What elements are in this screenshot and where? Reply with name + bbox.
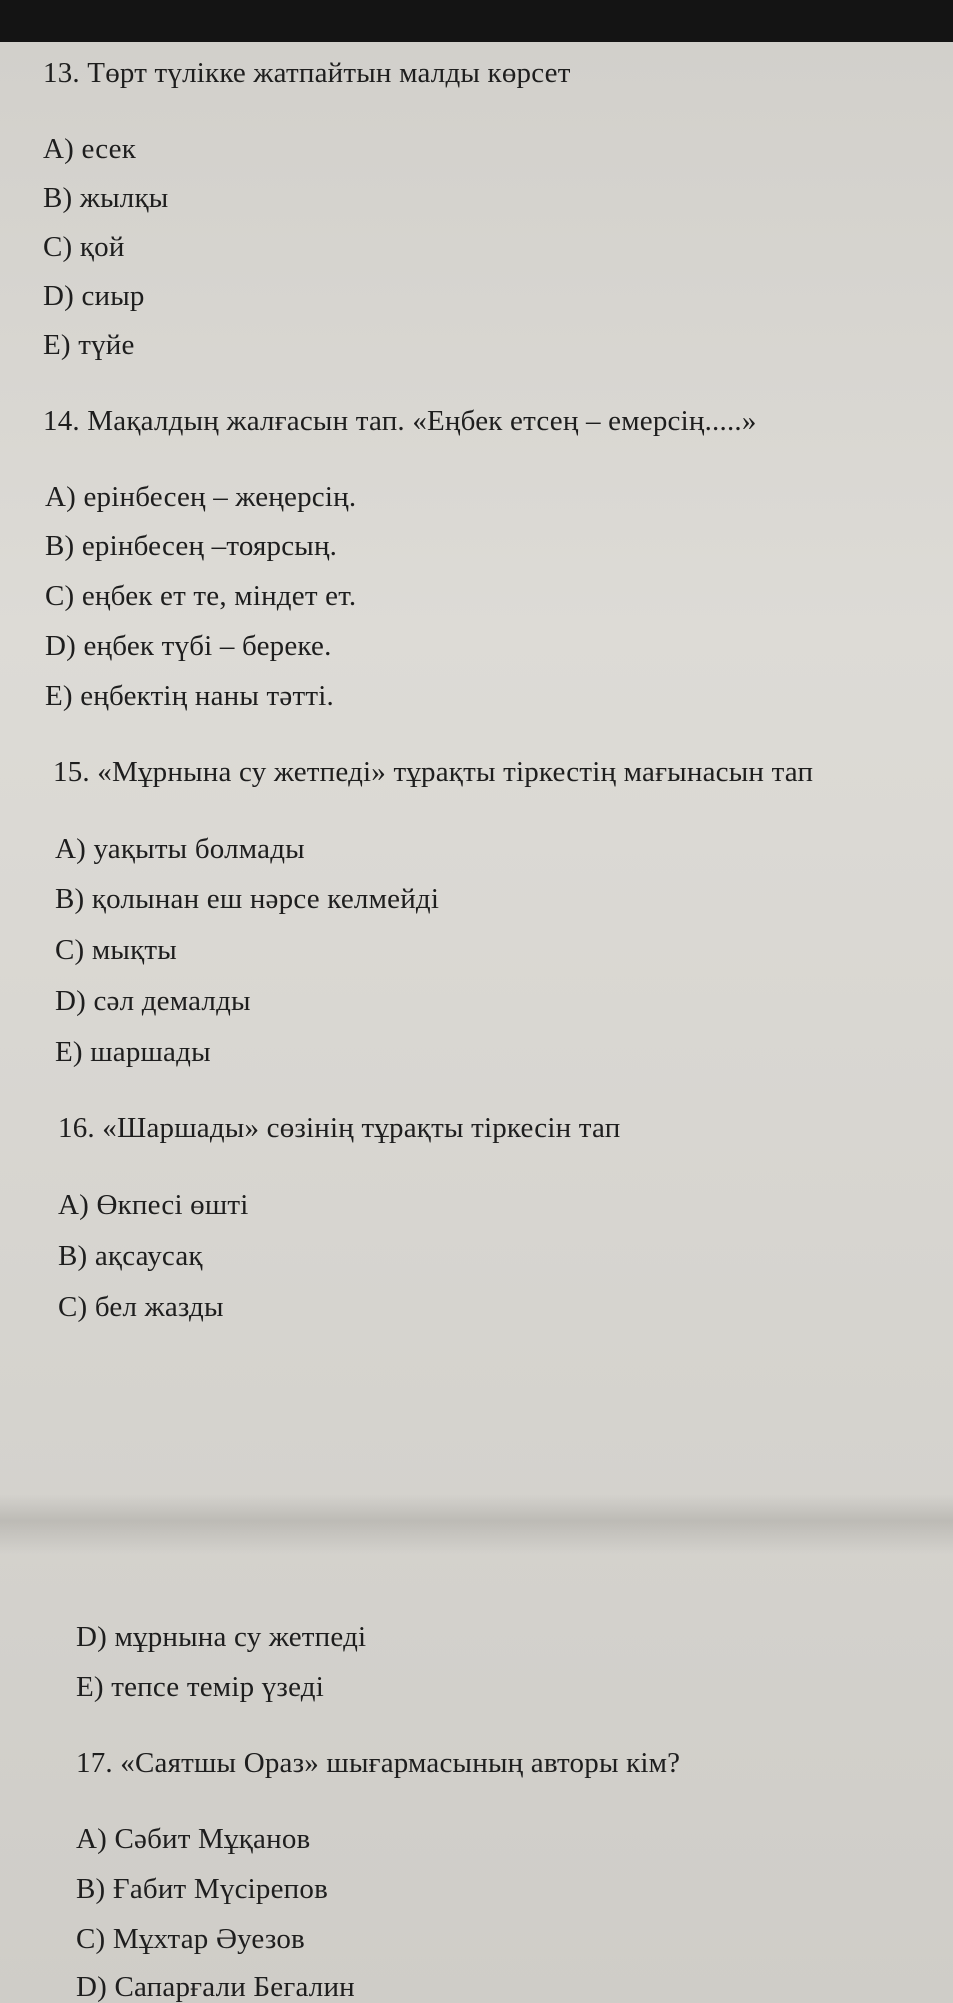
option-16-b: B) ақсаусақ	[58, 1240, 203, 1272]
option-16-d: D) мұрнына су жетпеді	[76, 1621, 367, 1653]
question-17: 17. «Саятшы Ораз» шығармасының авторы кім?	[76, 1747, 681, 1779]
option-16-a: A) Өкпесі өшті	[58, 1189, 249, 1221]
option-14-b: B) ерінбесең –тоярсың.	[45, 530, 338, 562]
page-fold	[0, 1494, 953, 1554]
option-14-d: D) еңбек түбі – береке.	[45, 630, 332, 662]
option-14-c: C) еңбек ет те, міндет ет.	[45, 580, 357, 612]
option-15-b: B) қолынан еш нәрсе келмейді	[55, 883, 440, 915]
option-14-e: E) еңбектің наны тәтті.	[45, 680, 334, 712]
test-sheet	[0, 42, 953, 2003]
option-15-d: D) сәл демалды	[55, 985, 251, 1017]
option-13-b: B) жылқы	[43, 182, 169, 214]
option-17-a: A) Сәбит Мұқанов	[76, 1823, 311, 1855]
question-13: 13. Төрт түлікке жатпайтын малды көрсет	[43, 57, 571, 89]
option-13-e: E) түйе	[43, 329, 135, 361]
option-14-a: A) ерінбесең – жеңерсің.	[45, 481, 357, 513]
option-16-e: E) тепсе темір үзеді	[76, 1671, 324, 1703]
question-15: 15. «Мұрнына су жетпеді» тұрақты тіркестің мағынасын тап	[53, 756, 814, 788]
option-15-a: A) уақыты болмады	[55, 833, 305, 865]
option-13-c: C) қой	[43, 231, 125, 263]
option-13-a: A) есек	[43, 133, 137, 165]
option-15-e: E) шаршады	[55, 1036, 211, 1068]
option-17-c: C) Мұхтар Әуезов	[76, 1923, 305, 1955]
question-16: 16. «Шаршады» сөзінің тұрақты тіркесін тап	[58, 1112, 621, 1144]
question-14: 14. Мақалдың жалғасын тап. «Еңбек етсең – емерсің.....»	[43, 405, 757, 437]
option-17-d: D) Сапарғали Бегалин	[76, 1971, 355, 2003]
option-16-c: C) бел жазды	[58, 1291, 224, 1323]
option-15-c: C) мықты	[55, 934, 177, 966]
option-17-b: B) Ғабит Мүсірепов	[76, 1873, 328, 1905]
option-13-d: D) сиыр	[43, 280, 145, 312]
